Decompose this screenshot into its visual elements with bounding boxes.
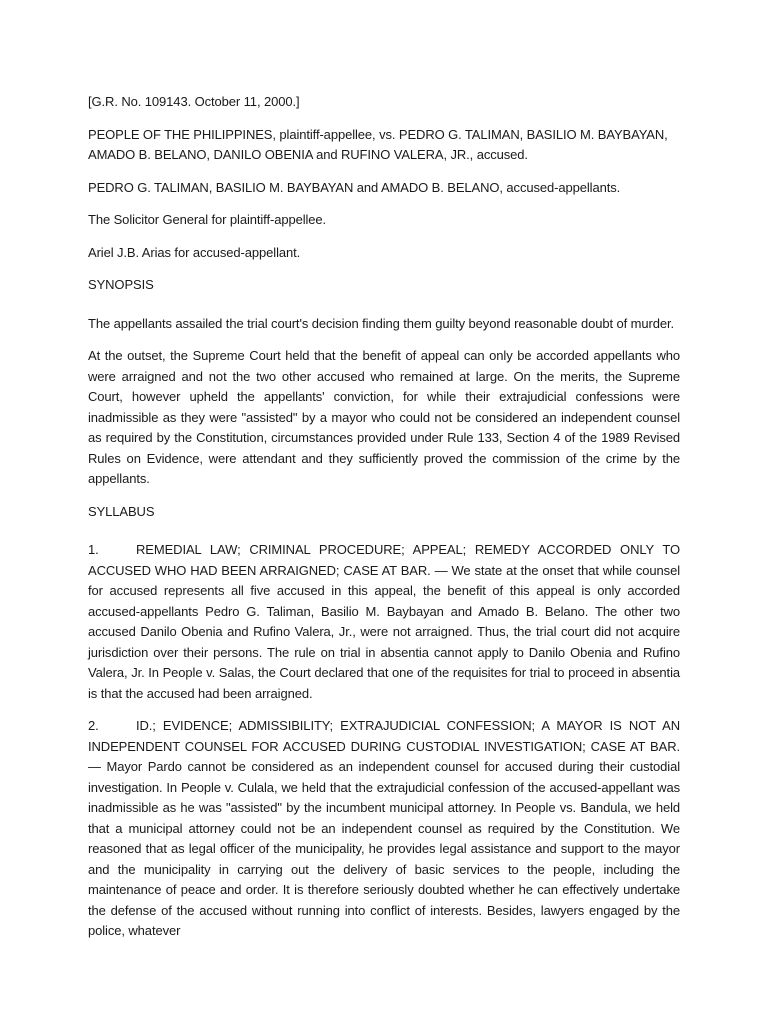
document-page <box>88 92 680 954</box>
case-citation: [G.R. No. 109143. October 11, 2000.] <box>88 94 300 109</box>
synopsis-paragraph-2: At the outset, the Supreme Court held that the benefit of appeal can only be accorded appellants who were arraigned and not the two other accused who remained at large. On the merits, the Supreme Court, however upheld the appellants' conviction, for while their extrajudicial confessions were inadmissible as they were "assisted" by a mayor who could not be considered an independent counsel as required by the Constitution, circumstances provided under Rule 133, Section 4 of the 1989 Revised Rules on Evidence, were attendant and they sufficiently proved the commission of the crime by the appellants. <box>88 348 680 486</box>
synopsis-paragraph-1: The appellants assailed the trial court's decision finding them guilty beyond reasonable doubt of murder. <box>88 315 675 331</box>
case-appellants: PEDRO G. TALIMAN, BASILIO M. BAYBAYAN and AMADO B. BELANO, accused-appellants. <box>88 179 621 195</box>
syllabus-item-text: REMEDIAL LAW; CRIMINAL PROCEDURE; APPEAL; REMEDY ACCORDED ONLY TO ACCUSED WHO HAD BEEN ARRAIGNED; CASE AT BAR. — We state at the onset that while counsel for accused represents all five accused in this appeal, the benefit of this appeal is only accorded accused-appellants Pedro G. Taliman, Basilio M. Baybayan and Amado B. Belano. The other two accused Danilo Obenia and Rufino Valera, Jr., were not arraigned. Thus, the trial court did not acquire jurisdiction over their persons. The rule on trial in absentia cannot apply to Danilo Obenia and Rufino Valera, Jr. In People v. Salas, the Court declared that one of the requisites for trial to proceed in absentia is that the accused had been arraigned. <box>88 542 680 701</box>
syllabus-item-1 <box>88 540 680 704</box>
synopsis-heading: SYNOPSIS <box>88 277 154 292</box>
syllabus-heading: SYLLABUS <box>88 503 155 519</box>
syllabus-item-number: 1. <box>88 542 99 557</box>
case-parties: PEOPLE OF THE PHILIPPINES, plaintiff-appellee, vs. PEDRO G. TALIMAN, BASILIO M. BAYBAYAN, AMADO B. BELANO, DANILO OBENIA and RUFINO VALERA, JR., accused. <box>88 126 668 162</box>
counsel-appellee: The Solicitor General for plaintiff-appellee. <box>88 212 327 227</box>
syllabus-item-number: 2. <box>88 718 99 733</box>
syllabus-item-text: ID.; EVIDENCE; ADMISSIBILITY; EXTRAJUDICIAL CONFESSION; A MAYOR IS NOT AN INDEPENDENT COUNSEL FOR ACCUSED DURING CUSTODIAL INVESTIGATION; CASE AT BAR. — Mayor Pardo cannot be considered as an independent counsel for accused during their custodial investigation. In People v. Culala, we held that the extrajudicial confession of the accused-appellant was inadmissible as he was "assisted" by the incumbent municipal attorney. In People vs. Bandula, we held that a municipal attorney could not be an independent counsel as required by the Constitution. We reasoned that as legal officer of the municipality, he provides legal assistance and support to the mayor and the municipality in carrying out the delivery of basic services to the people, including the maintenance of peace and order. It is therefore seriously doubted whether he can effectively undertake the defense of the accused without running into conflict of interests. Besides, lawyers engaged by the police, whatever <box>88 718 680 938</box>
counsel-appellant: Ariel J.B. Arias for accused-appellant. <box>88 244 301 260</box>
syllabus-item-2 <box>88 716 680 942</box>
